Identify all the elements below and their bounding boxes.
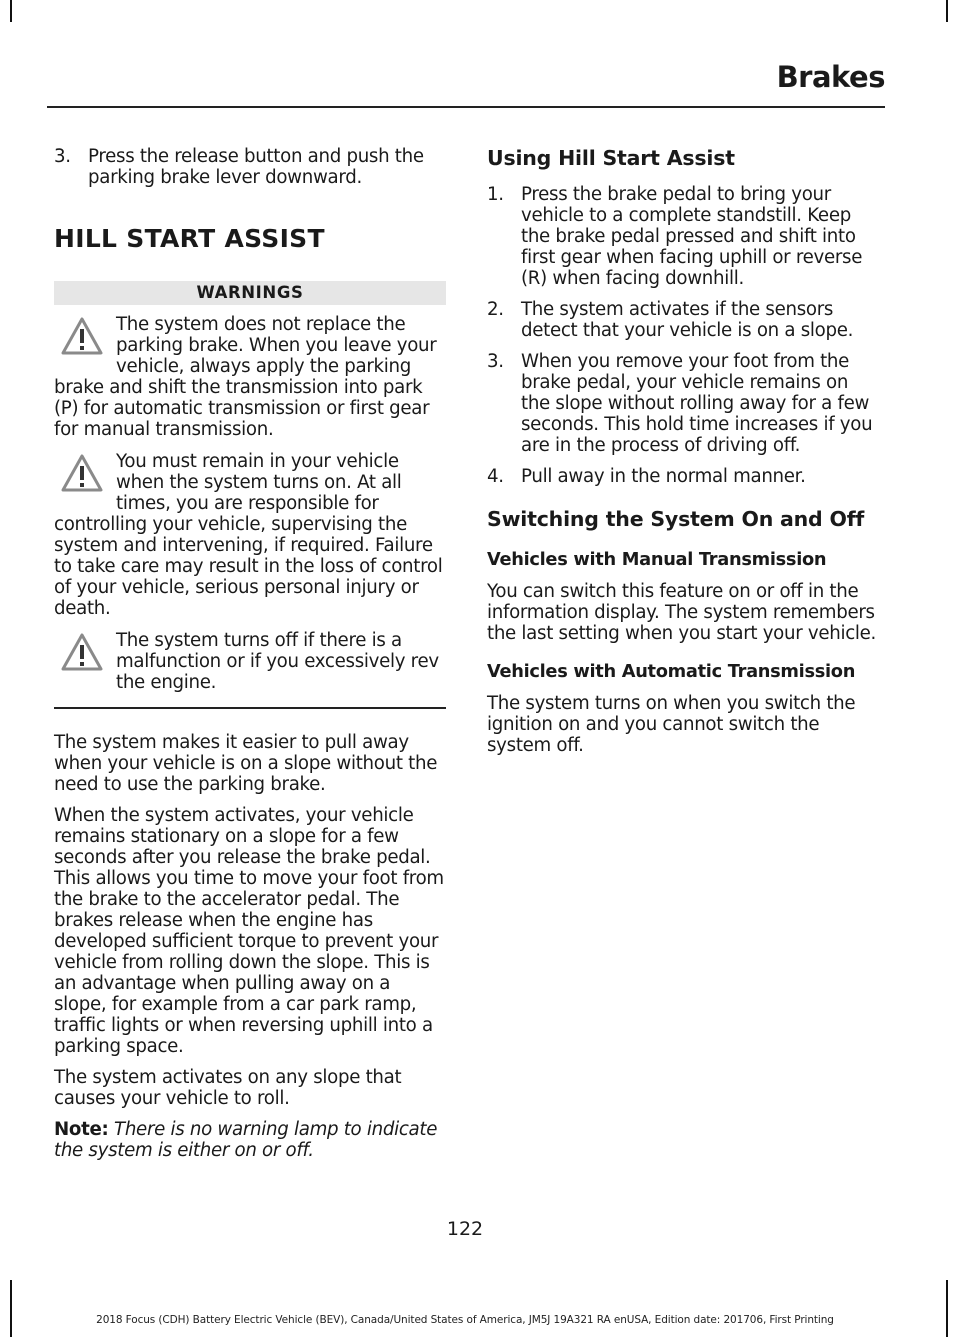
list-text: Pull away in the normal manner. (521, 466, 806, 487)
body-paragraph: The system activates on any slope that causes your vehicle to roll. (54, 1067, 402, 1109)
list-item (54, 146, 446, 188)
crop-mark-top-left (10, 0, 12, 22)
warning-triangle-icon (60, 453, 104, 495)
list-text: The system activates if the sensors detect that your vehicle is on a slope. (521, 299, 854, 341)
warning-block (54, 314, 446, 440)
body-paragraph: The system turns on when you switch the ignition on and you cannot switch the system off. (487, 693, 856, 756)
left-column (54, 146, 446, 1161)
body-paragraph: The system makes it easier to pull away when your vehicle is on a slope without the need to use the parking brake. (54, 732, 438, 795)
right-column (487, 146, 879, 756)
minor-heading: Vehicles with Manual Transmission (487, 549, 827, 570)
warning-block (54, 630, 446, 693)
body-paragraph: You can switch this feature on or off in the information display. The system remembers the last setting when you start your vehicle. (487, 581, 877, 644)
warning-triangle-icon (60, 316, 104, 358)
note-paragraph (54, 1119, 446, 1161)
list-number: 3. (54, 146, 71, 167)
subsection-title: Switching the System On and Off (487, 507, 865, 531)
page-number: 122 (446, 1218, 484, 1240)
warnings-heading: WARNINGS (54, 281, 446, 305)
note-text: There is no warning lamp to indicate the system is either on or off. (54, 1119, 438, 1161)
list-item (487, 351, 879, 456)
crop-mark-bottom-left (10, 1280, 12, 1337)
warning-text: The system turns off if there is a malfunction or if you excessively rev the engine. (116, 630, 439, 693)
body-paragraph: When the system activates, your vehicle remains stationary on a slope for a few seconds after you release the brake pedal. This allows you time to move your foot from the brake to the accelerator pedal. The brakes release when the engine has developed sufficient torque to prevent your vehicle from rolling down the slope. This is an advantage when pulling away on a slope, for example from a car park ramp, traffic lights or when reversing uphill into a parking space. (54, 805, 444, 1057)
list-text: When you remove your foot from the brake pedal, your vehicle remains on the slope without rolling away for a few seconds. This hold time increases if you are in the process of driving off. (521, 351, 873, 456)
list-item (487, 299, 879, 341)
section-title: HILL START ASSIST (54, 224, 325, 253)
warning-triangle-icon (60, 632, 104, 674)
warning-text: You must remain in your vehicle when the system turns on. At all times, you are responsible for controlling your vehicle, supervising the system and intervening, if required. Failure to take care may result in the loss of control of your vehicle, serious personal injury or death. (54, 451, 443, 619)
warning-text: The system does not replace the parking brake. When you leave your vehicle, always apply the parking brake and shift the transmission into park (P) for automatic transmission or first gear for manual transmission. (54, 314, 437, 440)
page-header-title: Brakes (776, 60, 885, 94)
list-number: 4. (487, 466, 504, 487)
warning-block (54, 451, 446, 619)
list-text: Press the release button and push the parking brake lever downward. (88, 146, 424, 188)
list-text: Press the brake pedal to bring your vehicle to a complete standstill. Keep the brake pedal pressed and shift into first gear when facing uphill or reverse (R) when facing downhill. (521, 184, 863, 289)
warnings-end-rule (54, 707, 446, 709)
list-number: 1. (487, 184, 504, 205)
list-item (487, 184, 879, 289)
minor-heading: Vehicles with Automatic Transmission (487, 661, 856, 682)
list-number: 3. (487, 351, 504, 372)
note-label: Note: (54, 1119, 109, 1140)
list-number: 2. (487, 299, 504, 320)
subsection-title: Using Hill Start Assist (487, 146, 735, 170)
crop-mark-bottom-right (946, 1280, 948, 1337)
crop-mark-top-right (946, 0, 948, 22)
header-rule (47, 106, 885, 108)
page-footer: 2018 Focus (CDH) Battery Electric Vehicle (BEV), Canada/United States of America, JM5J 19A321 RA enUSA, Edition date: 201706, First Printing (96, 1314, 834, 1326)
list-item (487, 466, 879, 487)
